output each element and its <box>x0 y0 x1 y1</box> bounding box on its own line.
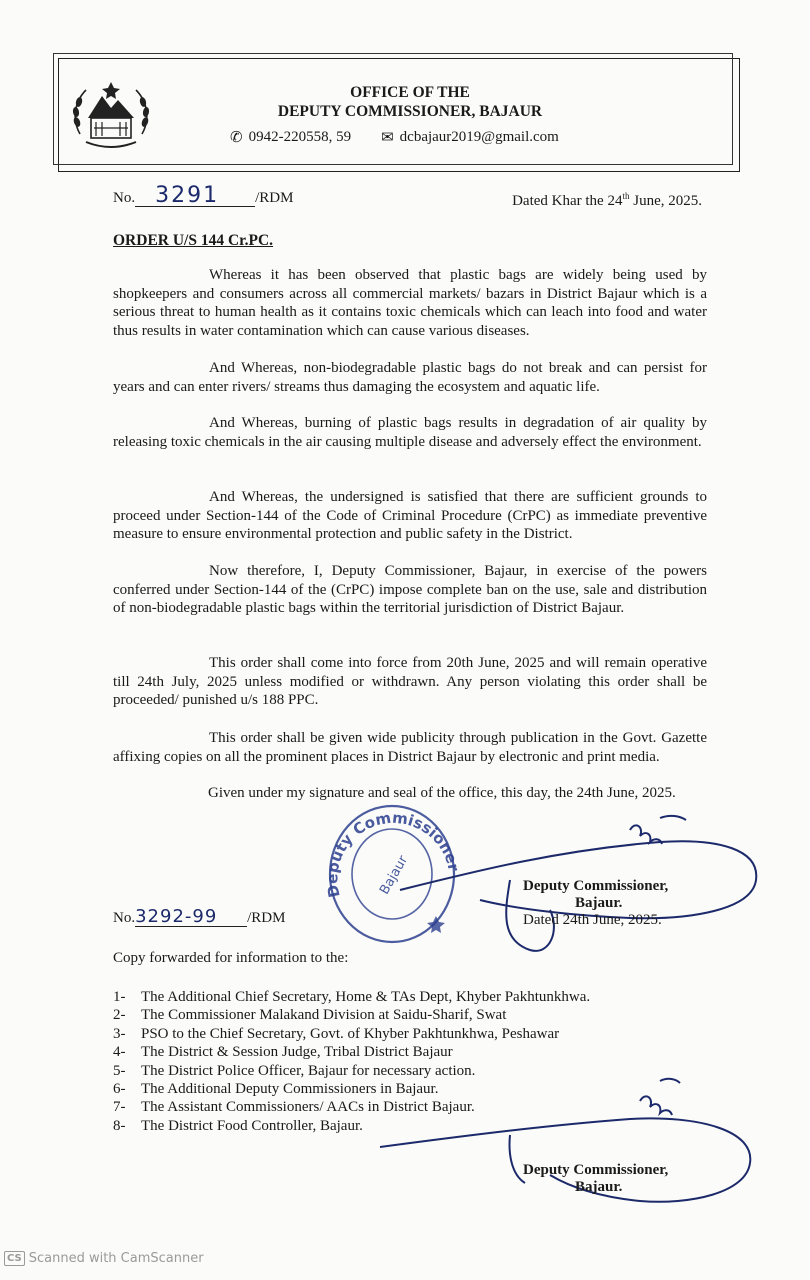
list-item-text: The Additional Deputy Commissioners in Bajaur. <box>141 1081 439 1098</box>
office-title-line2: DEPUTY COMMISSIONER, BAJAUR <box>277 103 543 120</box>
list-item <box>113 1025 590 1043</box>
list-item-text: The Additional Chief Secretary, Home & TAs Dept, Khyber Pakhtunkhwa. <box>141 989 591 1005</box>
order-date-main: Dated Khar the 24 <box>512 193 623 209</box>
list-item-text: The District Food Controller, Bajaur. <box>141 1117 363 1134</box>
paragraph-6: This order shall come into force from 20th June, 2025 and will remain operative till 24th July, 2025 unless modified or withdrawn. Any person violating this order shall be proceeded/ punished u/s 188 PPC. <box>113 655 707 709</box>
office-title-line1: OFFICE OF THE <box>350 84 470 101</box>
reference-number-row-2 <box>113 908 285 927</box>
email-address: dcbajaur2019@gmail.com <box>399 129 559 145</box>
list-item-number: 4- <box>113 1044 126 1061</box>
order-date-tail: June, 2025. <box>629 193 702 209</box>
recipients-list <box>113 988 590 1135</box>
paragraph-7: This order shall be given wide publicity through publication in the Govt. Gazette affixing copies on all the prominent places in District Bajaur by electronic and print media. <box>113 730 707 765</box>
reference2-suffix: /RDM <box>247 910 286 926</box>
seal-inner-text: Bajaur <box>377 853 412 898</box>
signature-date-1: Dated 24th June, 2025. <box>523 912 662 928</box>
signatory-place-1: Bajaur. <box>575 895 623 911</box>
paragraph-3: And Whereas, burning of plastic bags results in degradation of air quality by releasing toxic chemicals in the air causing multiple disease and adversely effect the environment. <box>113 415 707 450</box>
given-under-line: Given under my signature and seal of the office, this day, the 24th June, 2025. <box>208 785 676 801</box>
list-item-number: 3- <box>113 1025 126 1042</box>
reference-number-row <box>113 183 294 208</box>
reference-number-handwritten: 3291 <box>135 186 255 207</box>
list-item <box>113 1117 590 1135</box>
list-item-number: 8- <box>113 1117 126 1134</box>
list-item-number: 7- <box>113 1099 126 1116</box>
camscanner-logo-icon: CS <box>4 1251 25 1266</box>
list-item <box>113 1062 590 1080</box>
signatory-title-1: Deputy Commissioner, <box>523 878 669 894</box>
order-date-sup: th <box>622 191 630 201</box>
list-item <box>113 1006 590 1024</box>
list-item-number: 2- <box>113 1007 126 1024</box>
paragraph-2: And Whereas, non-biodegradable plastic bags do not break and can persist for years and can enter rivers/ streams thus damaging the ecosystem and aquatic life. <box>113 360 707 395</box>
reference-suffix: /RDM <box>255 190 294 206</box>
list-item <box>113 1080 590 1098</box>
seal-outer-text: Deputy Commissioner <box>323 808 463 900</box>
scanner-watermark <box>4 1251 204 1266</box>
list-item-number: 1- <box>113 989 126 1005</box>
list-item-number: 5- <box>113 1062 126 1079</box>
signature-block-2 <box>523 1162 668 1196</box>
paragraph-5: Now therefore, I, Deputy Commissioner, Bajaur, in exercise of the powers conferred under Section-144 of the (CrPC) impose complete ban on the use, sale and distribution of non-biodegradable plastic bags within the territorial jurisdiction of District Bajaur. <box>113 563 707 617</box>
signatory-place-2: Bajaur. <box>575 1179 623 1195</box>
list-item <box>113 1098 590 1116</box>
reference2-prefix: No. <box>113 910 136 926</box>
copy-forwarded-heading: Copy forwarded for information to the: <box>113 950 349 966</box>
list-item-text: The Commissioner Malakand Division at Saidu-Sharif, Swat <box>141 1007 507 1024</box>
order-title: ORDER U/S 144 Cr.PC. <box>113 232 274 249</box>
list-item <box>113 988 590 1006</box>
list-item-number: 6- <box>113 1081 126 1098</box>
signatory-title-2: Deputy Commissioner, <box>523 1162 669 1178</box>
order-date <box>512 191 702 210</box>
list-item-text: The District Police Officer, Bajaur for necessary action. <box>141 1062 476 1079</box>
signature-block-1 <box>523 878 668 929</box>
list-item <box>113 1043 590 1061</box>
paragraph-1: Whereas it has been observed that plastic bags are widely being used by shopkeepers and consumers across all commercial markets/ bazars in District Bajaur which is a serious threat to human health as it contains toxic chemicals which can leach into food and water thus results in water contamination which can cause various diseases. <box>113 267 707 339</box>
list-item-text: The Assistant Commissioners/ AACs in District Bajaur. <box>141 1099 475 1116</box>
contact-row <box>230 128 559 147</box>
phone-icon: ✆ <box>230 130 243 146</box>
official-seal-stamp <box>316 800 472 948</box>
paragraph-4: And Whereas, the undersigned is satisfied that there are sufficient grounds to proceed under Section-144 of the Code of Criminal Procedure (CrPC) as immediate preventive measure to ensure environmental protection and public safety in the District. <box>113 489 707 543</box>
reference-prefix: No. <box>113 190 136 206</box>
mail-icon: ✉ <box>381 130 394 146</box>
scanner-text: Scanned with CamScanner <box>28 1251 204 1266</box>
list-item-text: The District & Session Judge, Tribal District Bajaur <box>141 1044 453 1061</box>
reference2-number-handwritten: 3292-99 <box>135 908 247 927</box>
list-item-text: PSO to the Chief Secretary, Govt. of Khyber Pakhtunkhwa, Peshawar <box>141 1025 560 1042</box>
phone-number: 0942-220558, 59 <box>248 129 352 145</box>
